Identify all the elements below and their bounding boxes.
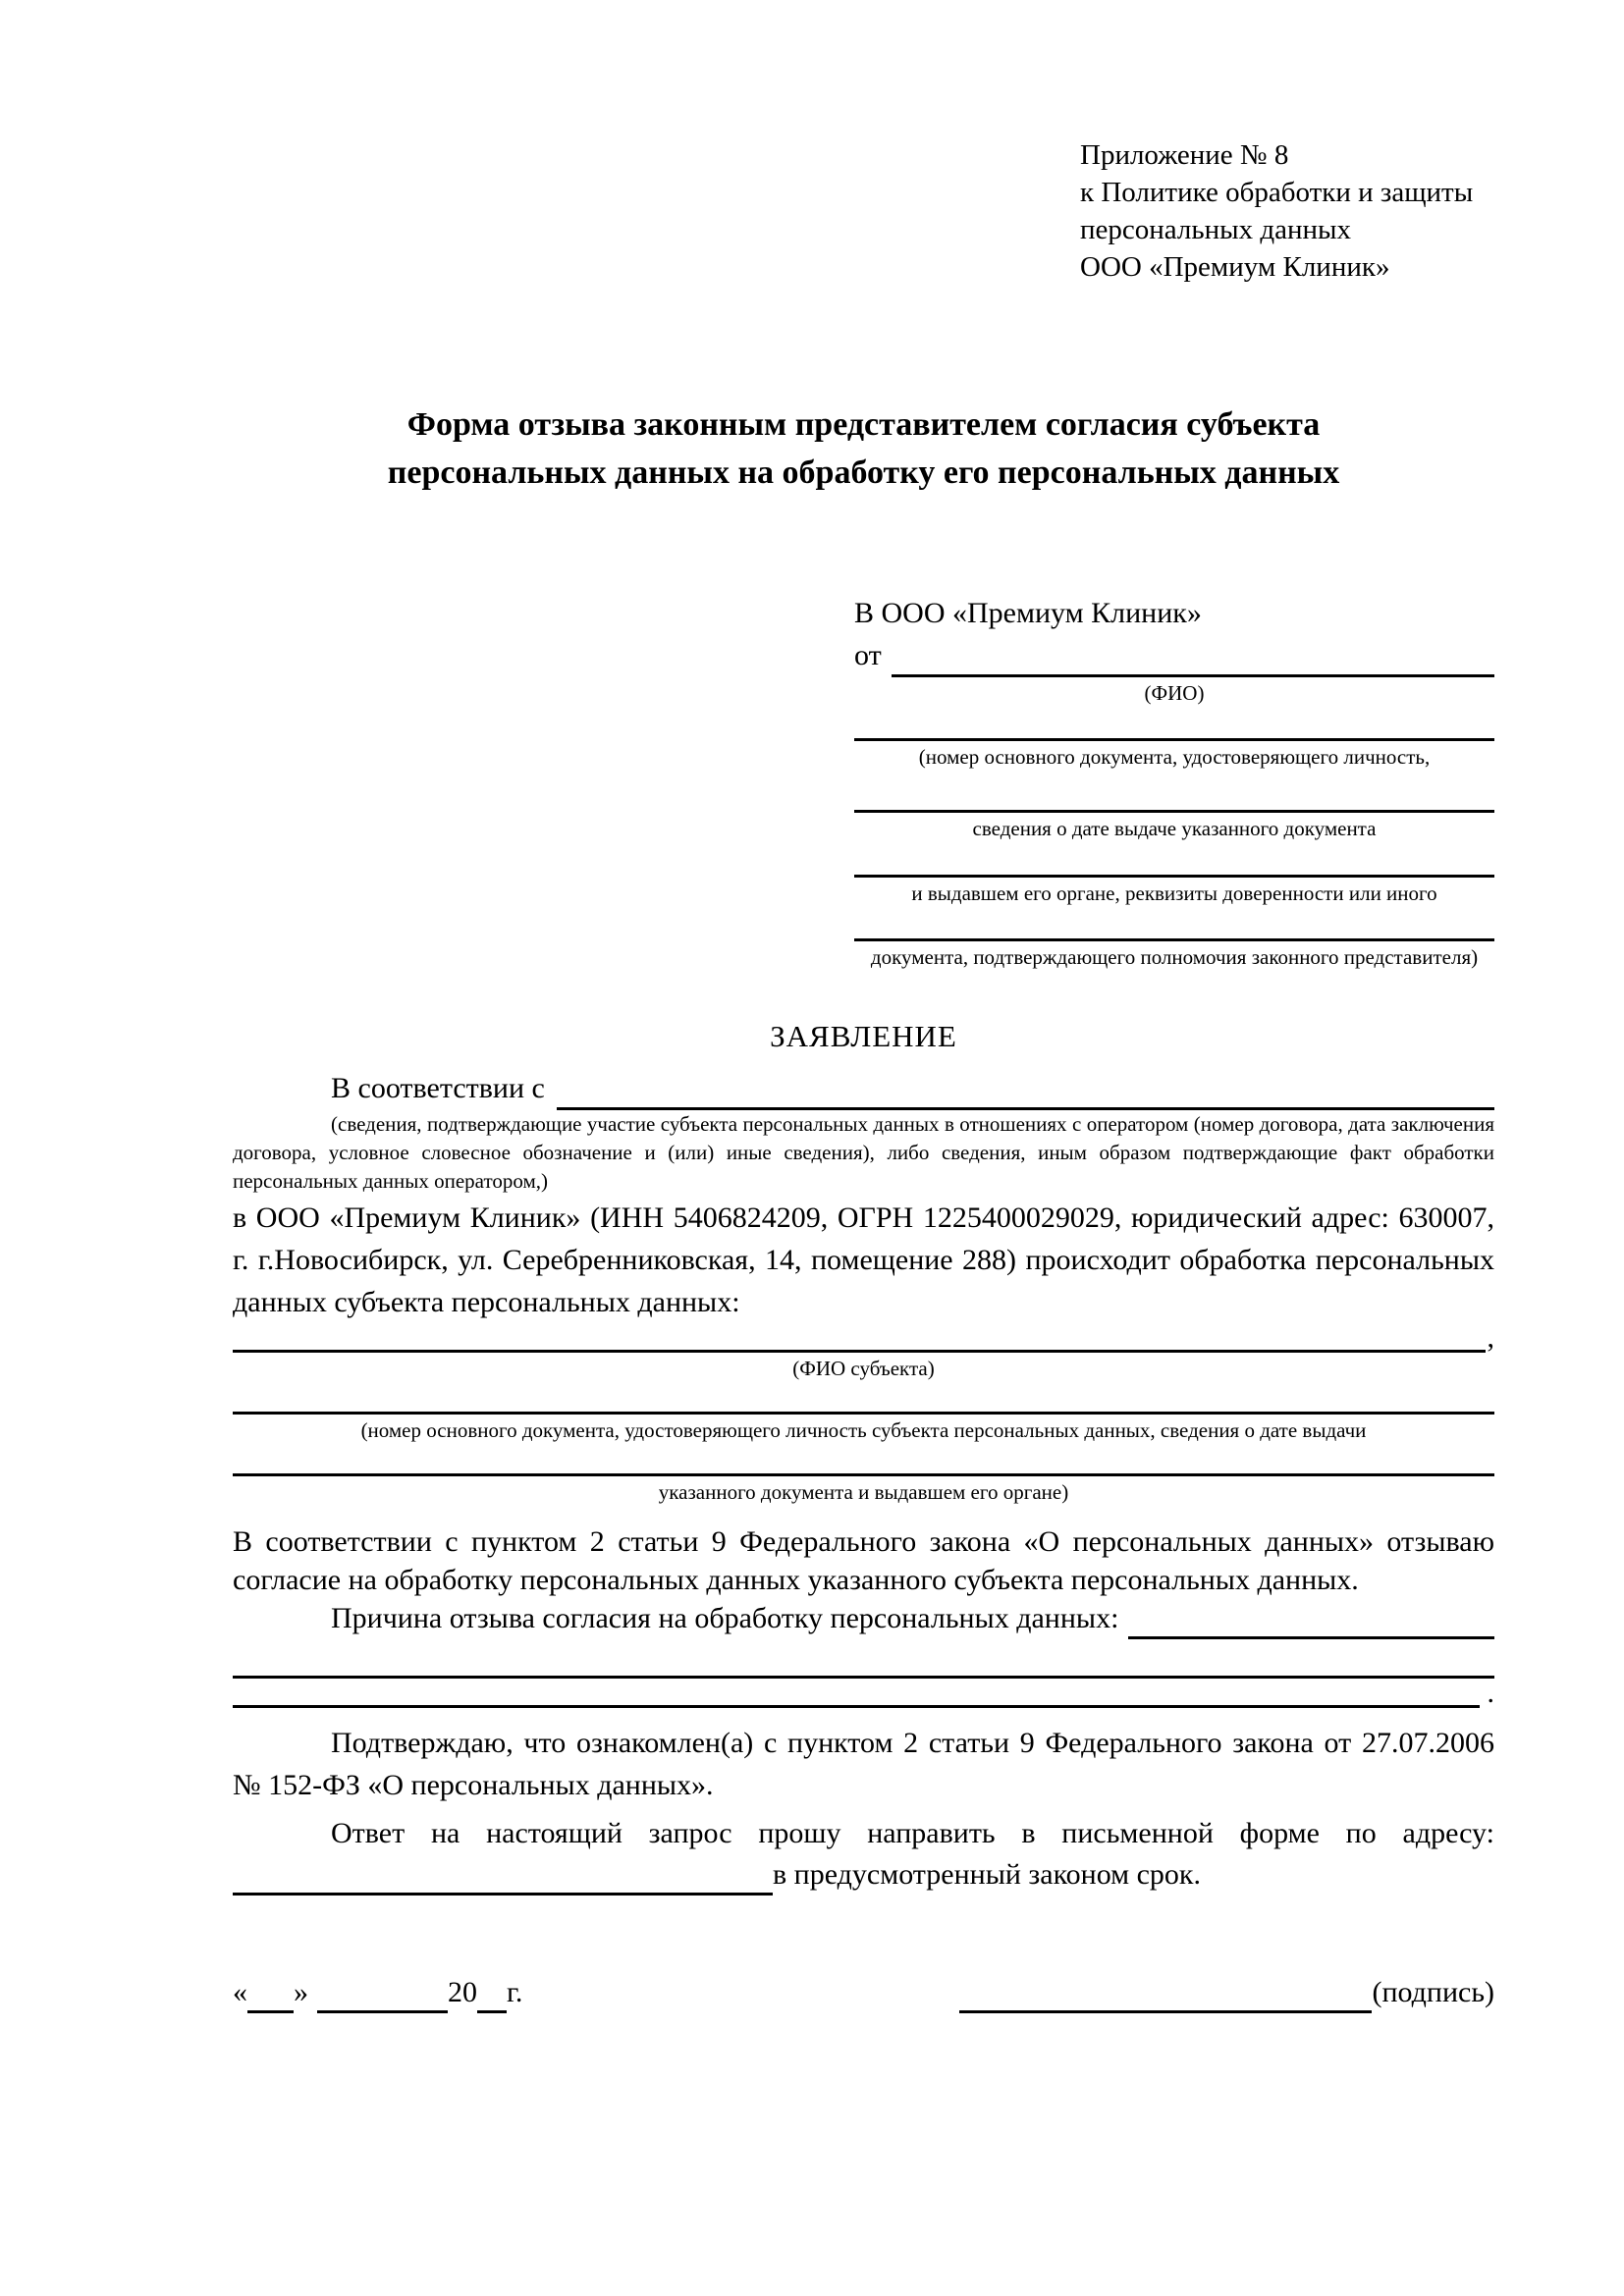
date-year-suffix: г. — [507, 1976, 523, 2009]
issuing-authority-caption: и выдавшем его органе, реквизиты доверенности или иного — [911, 881, 1437, 906]
reason-blank-line — [1128, 1610, 1494, 1639]
accordance-blank-line — [557, 1081, 1494, 1110]
issue-date-caption: сведения о дате выдаче указанного документа — [972, 817, 1377, 841]
from-label: от — [854, 639, 882, 672]
document-number-blank-line — [854, 706, 1494, 741]
reason-continuation-row-2 — [233, 1676, 1494, 1709]
accordance-row — [233, 1067, 1494, 1110]
statement-heading: ЗАЯВЛЕНИЕ — [770, 1018, 957, 1053]
form-title-line1: Форма отзыва законным представителем согласия субъекта — [406, 405, 1321, 443]
appendix-line: персональных данных — [1080, 213, 1352, 245]
form-title-line2: персональных данных на обработку его персональных данных — [387, 454, 1340, 492]
subject-fio-caption: (ФИО субъекта) — [792, 1357, 935, 1381]
issue-date-blank-line — [854, 770, 1494, 813]
appendix-line: Приложение № 8 — [1080, 139, 1289, 171]
reason-trailing-period: . — [1487, 1676, 1494, 1709]
fio-caption: (ФИО) — [1144, 680, 1205, 705]
addressee-block — [854, 592, 1494, 970]
signature-blank-line — [959, 1984, 1372, 2013]
date-signature-row — [233, 1972, 1494, 2013]
subject-document-blank-line-2 — [233, 1443, 1494, 1476]
date-group — [233, 1972, 522, 2013]
reason-row — [233, 1599, 1494, 1639]
signature-group — [959, 1972, 1494, 2013]
date-quote-close: » — [294, 1976, 308, 2009]
subject-document-caption-2: указанного документа и выдавшем его органе) — [658, 1479, 1069, 1504]
from-row — [854, 634, 1494, 677]
subject-document-caption-1: (номер основного документа, удостоверяющего личность субъекта персональных данных, сведения о дате выдачи — [360, 1417, 1367, 1442]
date-day-blank — [247, 1984, 294, 2013]
date-quote-open: « — [233, 1976, 247, 2009]
reason-continuation-blank-line — [233, 1639, 1494, 1679]
reason-continuation-blank-line-2 — [233, 1679, 1480, 1708]
subject-fio-blank-line — [233, 1345, 1486, 1353]
date-month-blank — [317, 1984, 448, 2013]
response-tail-text: в предусмотренный законом срок. — [773, 1858, 1201, 1892]
appendix-line: к Политике обработки и защиты — [1080, 176, 1474, 208]
response-address-row — [233, 1854, 1494, 1896]
subject-document-blank-line — [233, 1382, 1494, 1415]
accordance-label: В соответствии с — [331, 1072, 545, 1105]
operator-paragraph: в ООО «Премиум Клиник» (ИНН 5406824209, ОГРН 1225400029029, юридический адрес: 630007, г. г.Новосибирск, ул. Серебренниковская, 14, помещение 288) происходит обработка персональных данных субъекта персональных данных: — [233, 1201, 1494, 1319]
response-paragraph: Ответ на настоящий запрос прошу направить в письменной форме по адресу: — [331, 1817, 1494, 1850]
withdrawal-paragraph: В соответствии с пунктом 2 статьи 9 Федерального закона «О персональных данных» отзываю согласие на обработку персональных данных указанного субъекта персональных данных. — [233, 1525, 1494, 1597]
from-fio-blank-line — [892, 648, 1494, 677]
subject-fio-row — [233, 1323, 1494, 1353]
response-address-blank-line — [233, 1863, 773, 1896]
appendix-line: ООО «Премиум Клиник» — [1080, 250, 1390, 283]
acknowledgement-paragraph: Подтверждаю, что ознакомлен(а) с пунктом 2 статьи 9 Федерального закона от 27.07.2006 № 152-ФЗ «О персональных данных». — [233, 1726, 1494, 1801]
date-year-blank — [477, 1984, 507, 2013]
representative-authority-blank-line — [854, 907, 1494, 941]
document-number-caption: (номер основного документа, удостоверяющего личность, — [918, 744, 1431, 769]
addressee-organization: В ООО «Премиум Клиник» — [854, 596, 1202, 629]
signature-caption: (подпись) — [1372, 1976, 1494, 2009]
subject-fio-trailing-comma: , — [1487, 1321, 1494, 1355]
appendix-header — [1080, 137, 1494, 287]
accordance-caption: (сведения, подтверждающие участие субъекта персональных данных в отношениях с оператором (номер договора, дата заключения договора, условное словесное обозначение и (или) иные сведения), либо сведения, иным образом подтверждающие факт обработки персональных данных оператором,) — [233, 1111, 1494, 1194]
date-year-prefix: 20 — [448, 1976, 477, 2009]
reason-label: Причина отзыва согласия на обработку персональных данных: — [331, 1602, 1119, 1635]
form-title — [233, 400, 1494, 498]
issuing-authority-blank-line — [854, 841, 1494, 878]
representative-authority-caption: документа, подтверждающего полномочия законного представителя) — [870, 944, 1479, 969]
